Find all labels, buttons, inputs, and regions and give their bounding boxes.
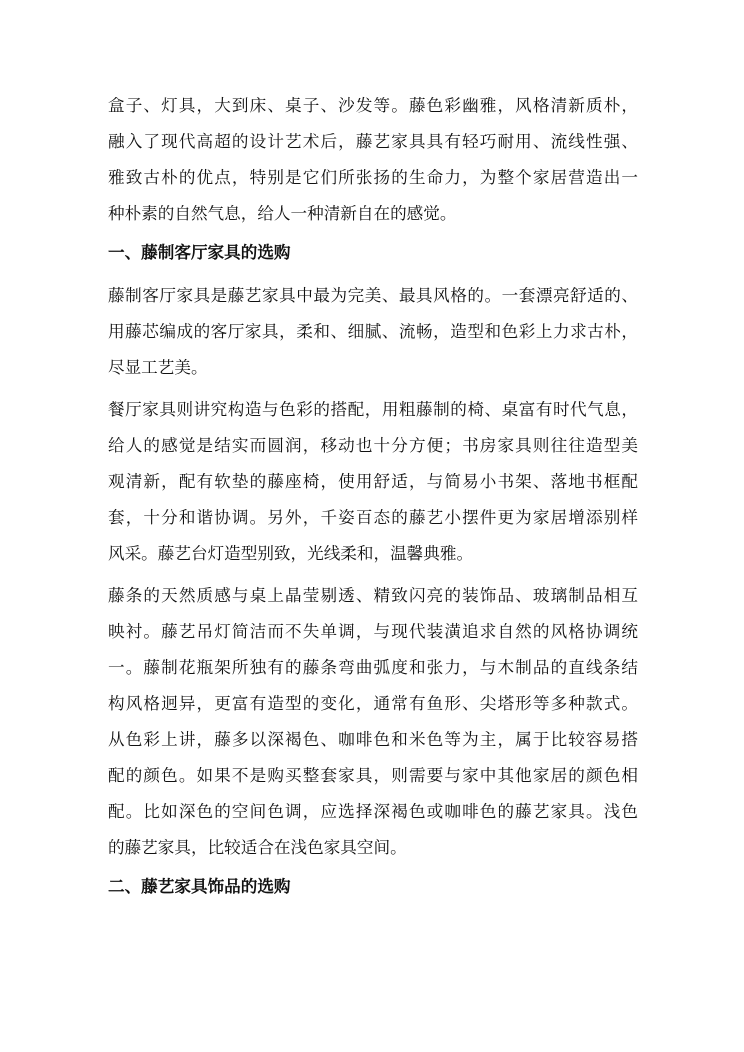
section-1-paragraph-1 (108, 278, 638, 386)
text-line: 藤条的天然质感与桌上晶莹剔透、精致闪亮的装饰品、玻璃制品相互 (108, 586, 638, 605)
section-1-heading: 一、藤制客厅家具的选购 (108, 243, 291, 262)
text-line: 藤制客厅家具是藤艺家具中最为完美、最具风格的。一套漂亮舒适的、 (108, 286, 638, 305)
document-body (108, 88, 638, 912)
text-line: 套，十分和谐协调。另外，千姿百态的藤艺小摆件更为家居增添别样 (108, 508, 638, 527)
text-line: 风采。藤艺台灯造型别致，光线柔和，温馨典雅。 (108, 544, 474, 563)
text-line: 观清新，配有软垫的藤座椅，使用舒适，与简易小书架、落地书框配 (108, 472, 638, 491)
text-line: 种朴素的自然气息，给人一种清新自在的感觉。 (108, 204, 457, 223)
text-line: 用藤芯编成的客厅家具，柔和、细腻、流畅，造型和色彩上力求古朴， (108, 322, 638, 341)
section-2-heading: 二、藤艺家具饰品的选购 (108, 877, 291, 896)
text-line: 融入了现代高超的设计艺术后，藤艺家具具有轻巧耐用、流线性强、 (108, 132, 638, 151)
text-line: 给人的感觉是结实而圆润，移动也十分方便；书房家具则往往造型美 (108, 436, 638, 455)
text-line: 配。比如深色的空间色调，应选择深褐色或咖啡色的藤艺家具。浅色 (108, 802, 638, 821)
intro-paragraph (108, 88, 638, 232)
section-1-paragraph-2 (108, 392, 638, 572)
text-line: 餐厅家具则讲究构造与色彩的搭配，用粗藤制的椅、桌富有时代气息， (108, 400, 638, 419)
text-line: 配的颜色。如果不是购买整套家具，则需要与家中其他家居的颜色相 (108, 766, 638, 785)
text-line: 一。藤制花瓶架所独有的藤条弯曲弧度和张力，与木制品的直线条结 (108, 658, 638, 677)
text-line: 雅致古朴的优点，特别是它们所张扬的生命力，为整个家居营造出一 (108, 168, 638, 187)
text-line: 映衬。藤艺吊灯简洁而不失单调，与现代装潢追求自然的风格协调统 (108, 622, 638, 641)
text-line: 从色彩上讲，藤多以深褐色、咖啡色和米色等为主，属于比较容易搭 (108, 730, 638, 749)
text-line: 的藤艺家具，比较适合在浅色家具空间。 (108, 838, 407, 857)
text-line: 盒子、灯具，大到床、桌子、沙发等。藤色彩幽雅，风格清新质朴， (108, 96, 638, 115)
text-line: 构风格迥异，更富有造型的变化，通常有鱼形、尖塔形等多种款式。 (108, 694, 638, 713)
text-line: 尽显工艺美。 (108, 358, 208, 377)
section-1-paragraph-3 (108, 578, 638, 866)
